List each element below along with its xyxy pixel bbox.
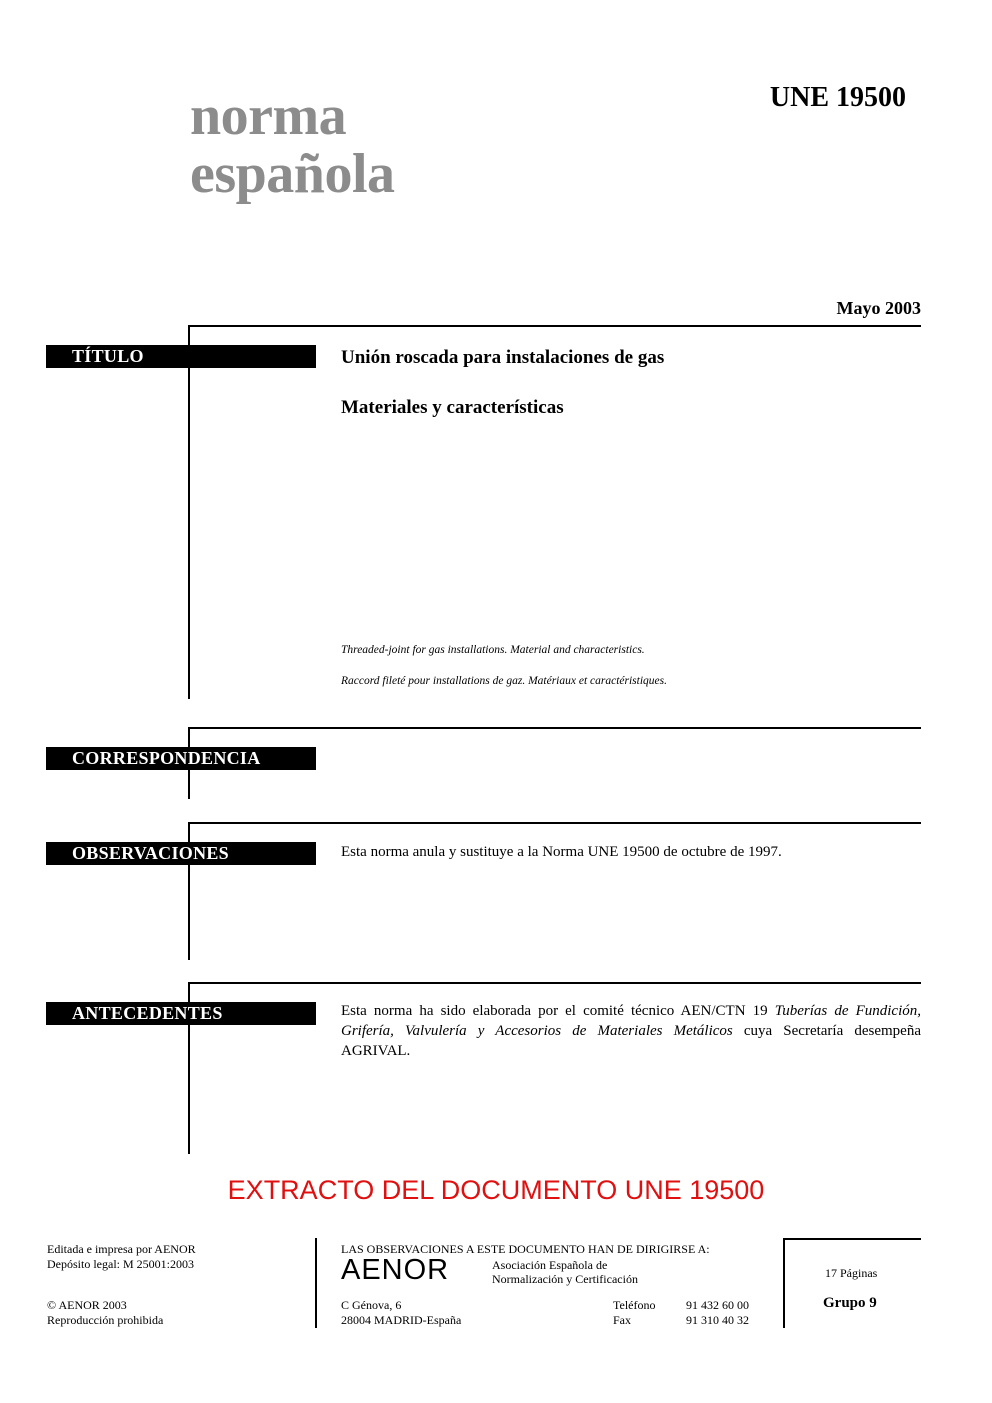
committee-name: Tuberías de Fundición, Grifería, Valvulería y Accesorios de Materiales Metálicos: [341, 1003, 921, 1039]
title-main: Unión roscada para instalaciones de gas: [341, 347, 665, 368]
label-correspondencia: CORRESPONDENCIA: [46, 747, 316, 770]
label-observaciones: OBSERVACIONES: [46, 842, 316, 865]
divider-titulo: [188, 325, 921, 327]
footer-address-city: 28004 MADRID-España: [341, 1313, 462, 1327]
title-sub: Materiales y características: [341, 397, 564, 418]
label-antecedentes: ANTECEDENTES: [46, 1002, 316, 1025]
footer-phone-label: Teléfono: [613, 1298, 656, 1312]
footer-reproduction: Reproducción prohibida: [47, 1313, 164, 1327]
footer-divider-left: [315, 1238, 317, 1328]
title-french: Raccord fileté pour installations de gaz. Matériaux et caractéristiques.: [341, 675, 667, 687]
label-titulo: TÍTULO: [46, 345, 316, 368]
page-count: 17 Páginas: [825, 1266, 878, 1280]
assoc-line1: Asociación Española de: [492, 1258, 608, 1272]
footer-edited-by: Editada e impresa por AENOR: [47, 1242, 196, 1256]
price-group: Grupo 9: [823, 1295, 877, 1311]
footer-phone-value: 91 432 60 00: [686, 1298, 749, 1312]
divider-antecedentes: [188, 982, 921, 984]
brand-espanola: española: [190, 143, 395, 205]
footer-box-top: [783, 1238, 921, 1240]
divider-correspondencia: [188, 727, 921, 729]
footer-observations-heading: LAS OBSERVACIONES A ESTE DOCUMENTO HAN DE DIRIGIRSE A:: [341, 1242, 710, 1256]
brand-norma: norma: [190, 85, 347, 147]
extract-watermark: EXTRACTO DEL DOCUMENTO UNE 19500: [227, 1175, 765, 1205]
footer-copyright: © AENOR 2003: [47, 1298, 127, 1312]
footer-box-left: [783, 1238, 785, 1328]
aenor-association: [492, 1258, 638, 1286]
vertical-rule-titulo: [188, 325, 190, 699]
footer-fax-label: Fax: [613, 1313, 631, 1327]
antecedentes-text-part1: Esta norma ha sido elaborada por el comité técnico AEN/CTN 19: [341, 1003, 775, 1019]
antecedentes-text-part2: cuya Secretaría desempeña AGRIVAL.: [341, 1023, 921, 1059]
assoc-line2: Normalización y Certificación: [492, 1272, 638, 1286]
aenor-logo: AENOR: [341, 1254, 450, 1286]
title-english: Threaded-joint for gas installations. Material and characteristics.: [341, 644, 645, 656]
footer-address-street: C Génova, 6: [341, 1298, 402, 1312]
divider-observaciones: [188, 822, 921, 824]
standard-code: UNE 19500: [769, 82, 906, 113]
footer-legal-deposit: Depósito legal: M 25001:2003: [47, 1257, 194, 1271]
footer-fax-value: 91 310 40 32: [686, 1313, 749, 1327]
antecedentes-text: [341, 1001, 921, 1061]
observaciones-text: Esta norma anula y sustituye a la Norma UNE 19500 de octubre de 1997.: [341, 844, 782, 860]
publication-date: Mayo 2003: [836, 298, 921, 318]
